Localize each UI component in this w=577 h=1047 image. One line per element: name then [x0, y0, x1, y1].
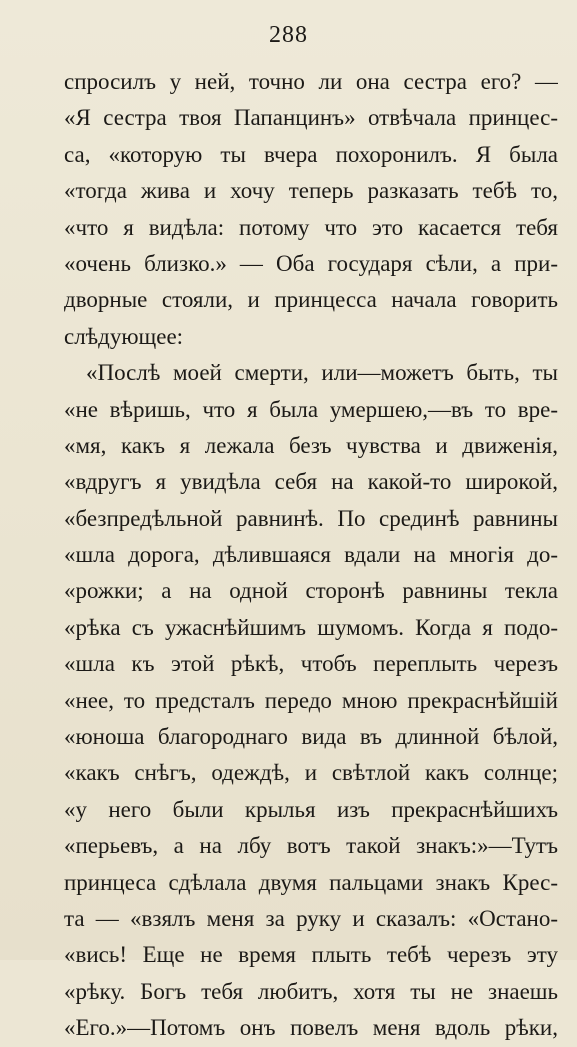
text-line: са, «которую ты вчера похоронилъ. Я была	[64, 141, 558, 167]
text-line: «шла дорога, дѣлившаяся вдали на многія до-	[64, 542, 558, 568]
text-line: «Послѣ моей смерти, или—можетъ быть, ты	[86, 360, 558, 386]
text-line: «у него были крылья изъ прекраснѣйшихъ	[64, 796, 558, 822]
text-line: принцеса сдѣлала двумя пальцами знакъ Крес-	[64, 869, 558, 895]
text-line: «очень близко.» — Оба государя сѣли, а при-	[64, 250, 558, 276]
text-line: «какъ снѣгъ, одеждѣ, и свѣтлой какъ солнце;	[64, 760, 558, 786]
text-line: «рожки; а на одной сторонѣ равнины текла	[64, 578, 558, 604]
text-line: слѣдующее:	[64, 323, 184, 349]
text-line: «рѣка съ ужаснѣйшимъ шумомъ. Когда я подо-	[64, 614, 558, 640]
page-number: 288	[269, 22, 308, 48]
text-line: «перьевъ, а на лбу вотъ такой знакъ:»—Тутъ	[64, 833, 558, 859]
text-line: «шла къ этой рѣкѣ, чтобъ переплыть черезъ	[64, 651, 558, 677]
text-line: «рѣку. Богъ тебя любитъ, хотя ты не знаешь	[64, 978, 558, 1004]
text-line: «мя, какъ я лежала безъ чувства и движенія,	[64, 432, 558, 458]
text-line: «вдругъ я увидѣла себя на какой-то широкой,	[64, 469, 558, 495]
body-text	[64, 64, 558, 1047]
text-line: «что я видѣла: потому что это касается тебя	[64, 214, 558, 240]
text-line: «юноша благороднаго вида въ длинной бѣлой,	[64, 724, 558, 750]
text-line: спросилъ у ней, точно ли она сестра его? —	[64, 69, 558, 94]
text-line: дворные стояли, и принцесса начала говорить	[64, 287, 558, 313]
text-line: «вись! Еще не время плыть тебѣ черезъ эту	[64, 942, 558, 968]
text-line: «Его.»—Потомъ онъ повелъ меня вдоль рѣки,	[64, 1015, 558, 1041]
text-line: «Я сестра твоя Папанцинъ» отвѣчала принцес-	[64, 105, 558, 131]
text-line: «тогда жива и хочу теперь разказать тебѣ то,	[64, 178, 558, 204]
text-line: «безпредѣльной равнинѣ. По срединѣ равнины	[64, 505, 558, 531]
text-line: «не вѣришь, что я была умершею,—въ то вре-	[64, 396, 558, 422]
text-line: «нее, то предсталъ передо мною прекраснѣйшій	[64, 687, 558, 713]
text-line: та — «взялъ меня за руку и сказалъ: «Остано-	[64, 905, 558, 931]
